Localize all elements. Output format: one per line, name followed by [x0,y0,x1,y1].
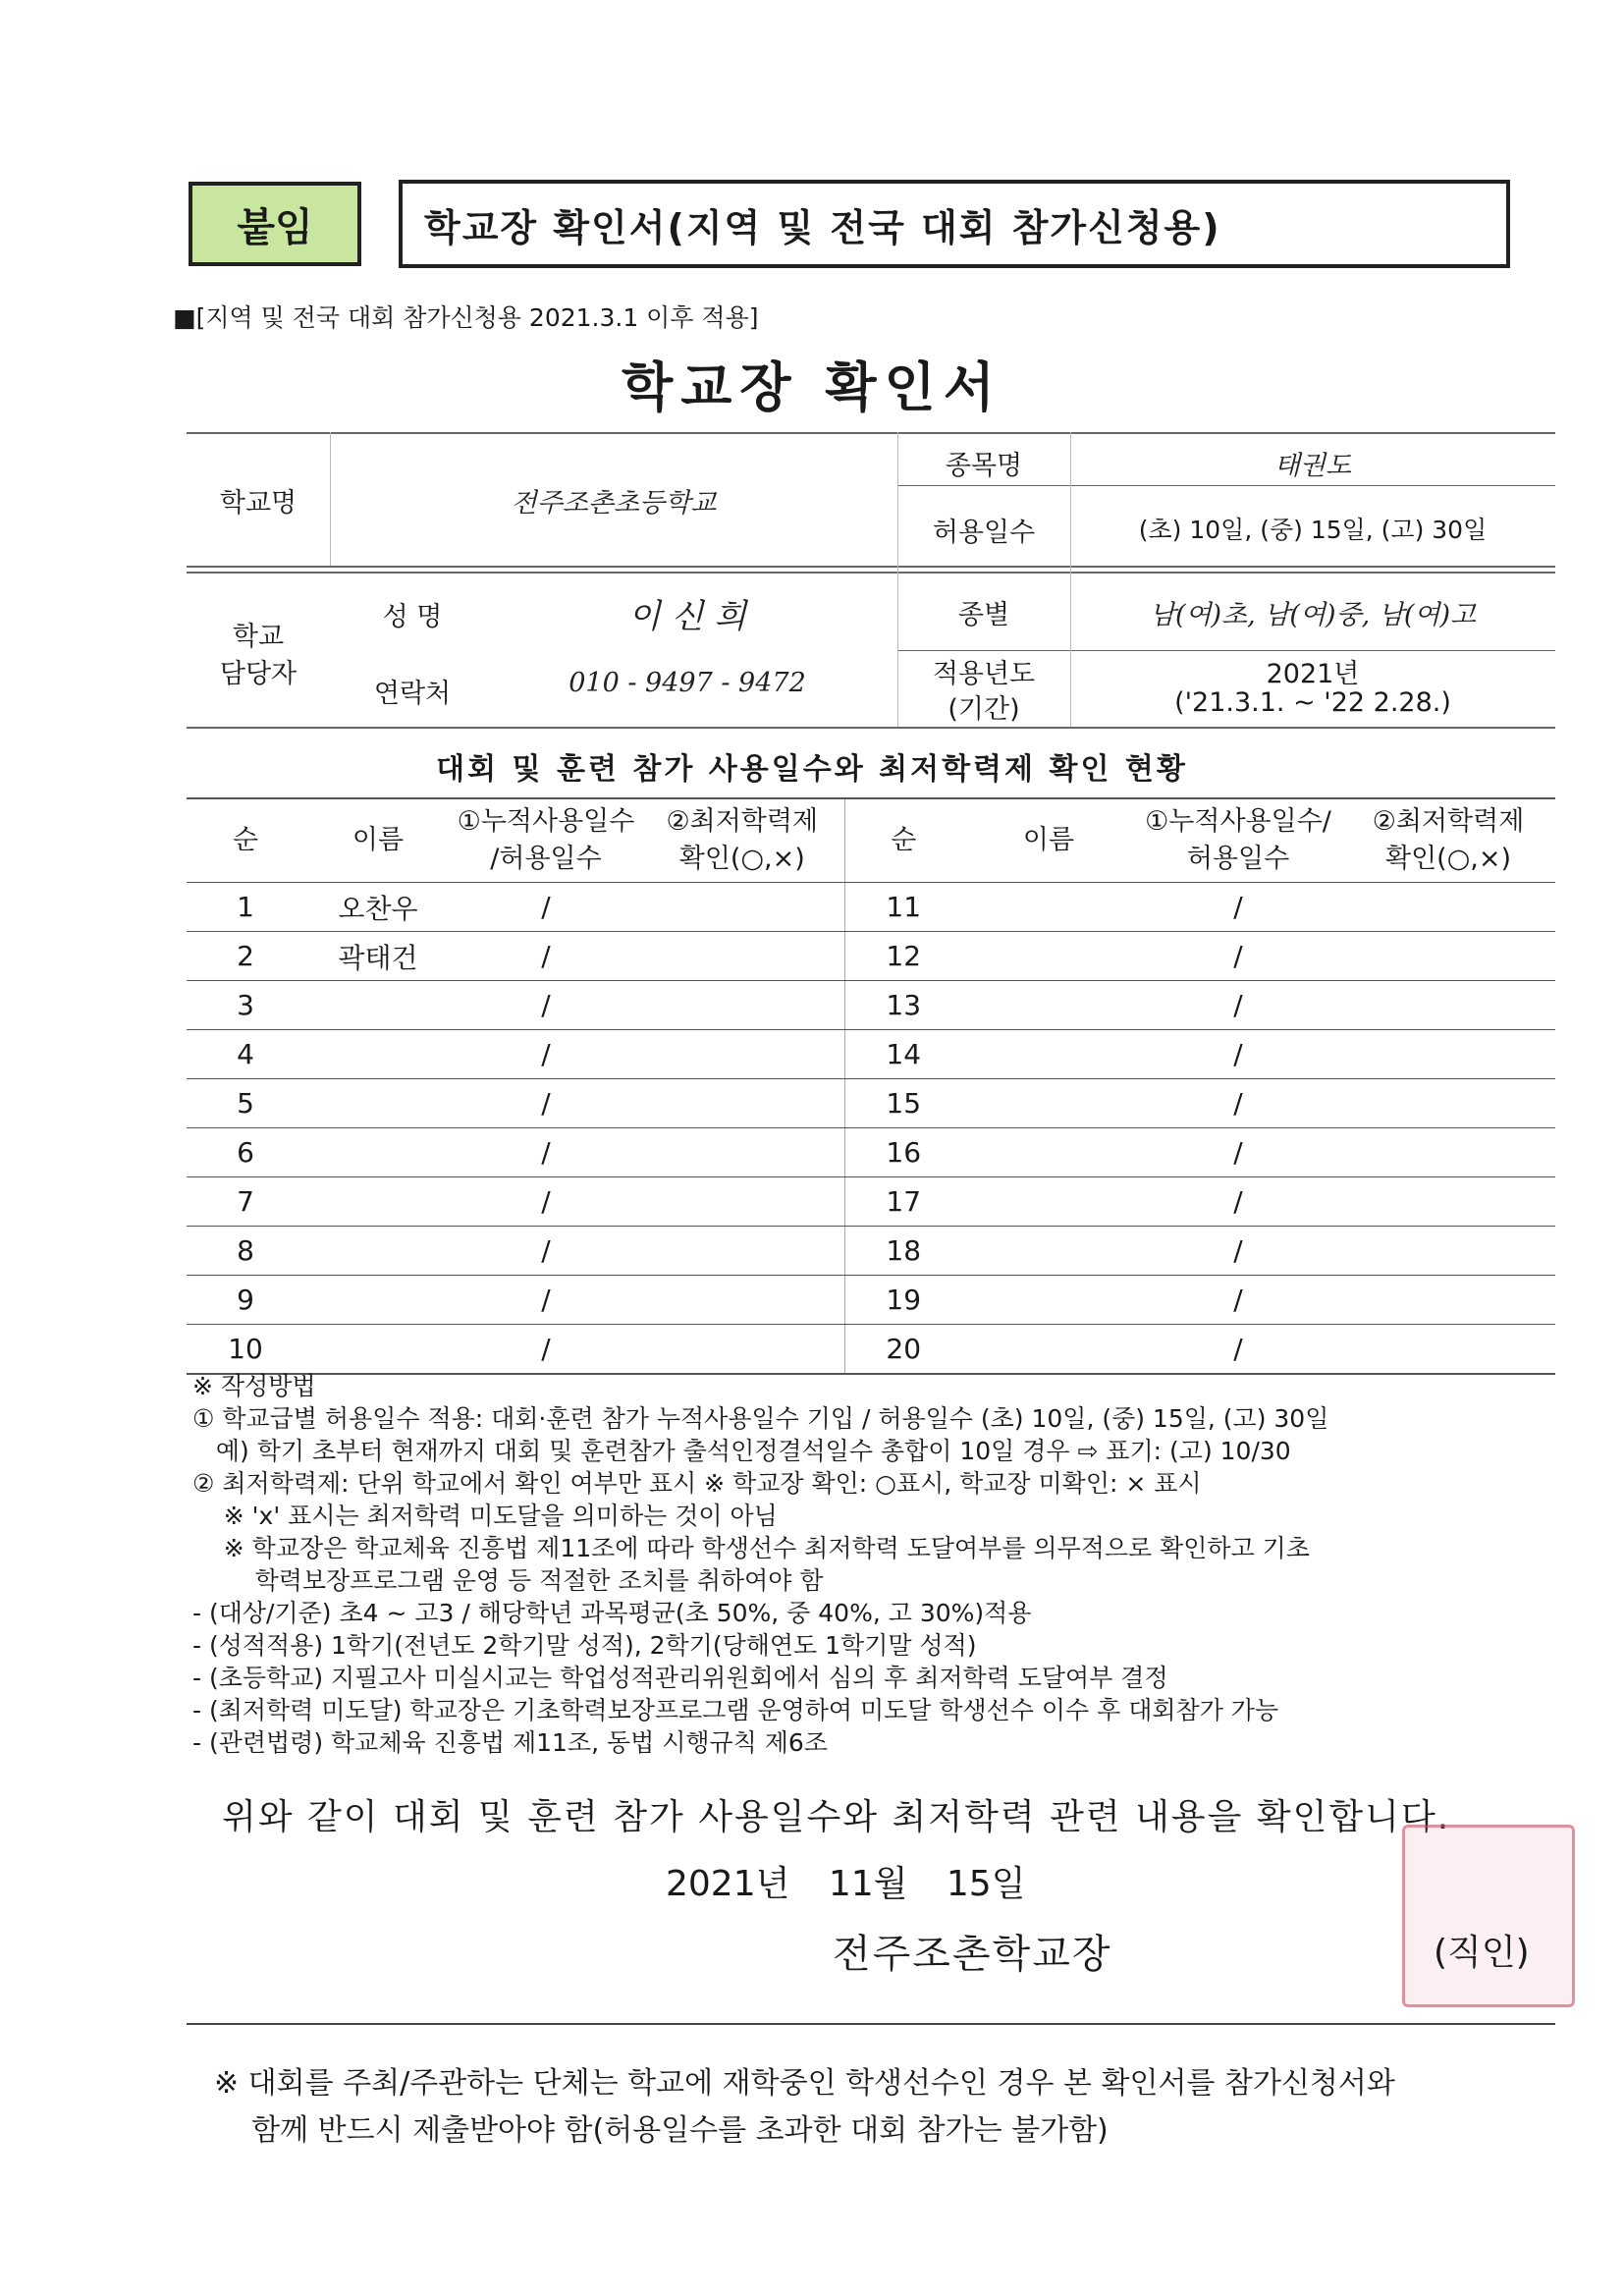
row-name-right [962,932,1135,981]
header-title: 학교장 확인서(지역 및 전국 대회 참가신청용) [399,180,1510,268]
school-name-value: 전주조촌초등학교 [511,488,717,519]
header-days: ①누적사용일수 /허용일수 [452,798,640,883]
row-days: / [452,883,640,932]
date-year: 2021년 [666,1864,790,1904]
row-days-right: / [1135,981,1341,1030]
row-name-right [962,1030,1135,1079]
allowed-days-label: 허용일수 [932,518,1036,548]
header-name-right: 이름 [962,798,1135,883]
table-row [187,1128,1555,1177]
note-line: ※ 'x' 표시는 최저학력 미도달을 의미하는 것이 아님 [192,1502,778,1530]
row-days: / [452,1030,640,1079]
row-days: / [452,1325,640,1375]
row-days-right: / [1135,1325,1341,1375]
row-grade-check [640,1030,844,1079]
row-name-right [962,981,1135,1030]
row-grade-check-right [1341,1128,1555,1177]
table-row [187,1030,1555,1079]
header-min-grade: ②최저학력제 확인(○,×) [640,798,844,883]
row-days-right: / [1135,1030,1341,1079]
row-name: 곽태건 [304,932,452,981]
row-days: / [452,981,640,1030]
row-name-right [962,1276,1135,1325]
row-grade-check-right [1341,932,1555,981]
row-no: 1 [187,883,304,932]
row-grade-check-right [1341,1325,1555,1375]
header-days-right: ①누적사용일수/ 허용일수 [1135,798,1341,883]
row-grade-check [640,932,844,981]
row-grade-check [640,1177,844,1227]
note-line: ※ 학교장은 학교체육 진흥법 제11조에 따라 학생선수 최저학력 도달여부를 의무적으로 확인하고 기초 [192,1534,1310,1562]
row-grade-check-right [1341,1030,1555,1079]
row-grade-check [640,981,844,1030]
row-name [304,981,452,1030]
row-no-right: 17 [844,1177,962,1227]
row-no-right: 12 [844,932,962,981]
row-name-right [962,1128,1135,1177]
row-grade-check [640,1276,844,1325]
row-days-right: / [1135,883,1341,932]
row-no-right: 13 [844,981,962,1030]
attachment-badge: 붙임 [189,182,361,266]
row-days: / [452,1227,640,1276]
row-days: / [452,1276,640,1325]
table-row [187,1227,1555,1276]
row-no-right: 15 [844,1079,962,1128]
row-no-right: 19 [844,1276,962,1325]
gender-label: 종별 [957,600,1010,630]
row-no: 10 [187,1325,304,1375]
school-name-label: 학교명 [219,488,298,519]
gender-value: 남(여)초, 남(여)중, 남(여)고 [1149,600,1477,630]
contact-value: 010 - 9497 - 9472 [568,668,806,698]
application-note: ■[지역 및 전국 대회 참가신청용 2021.3.1 이후 적용] [173,303,759,332]
row-name [304,1227,452,1276]
row-days-right: / [1135,932,1341,981]
sport-value: 태권도 [1273,451,1352,481]
row-no-right: 11 [844,883,962,932]
table-header-row [187,798,1555,883]
row-grade-check-right [1341,1177,1555,1227]
row-days-right: / [1135,1177,1341,1227]
row-days-right: / [1135,1227,1341,1276]
row-no-right: 16 [844,1128,962,1177]
row-days-right: / [1135,1276,1341,1325]
note-line: - (대상/기준) 초4 ~ 고3 / 해당학년 과목평균(초 50%, 중 40%, 고 30%)적용 [192,1599,1032,1627]
row-no: 2 [187,932,304,981]
row-name-right [962,883,1135,932]
year-value: 2021년 [1266,659,1360,689]
header-no: 순 [187,798,304,883]
seal-label: (직인) [1434,1933,1530,1973]
note-line: ※ 작성방법 [192,1372,316,1400]
row-name [304,1030,452,1079]
row-grade-check-right [1341,1276,1555,1325]
row-no-right: 14 [844,1030,962,1079]
row-days: / [452,1128,640,1177]
section-title: 대회 및 훈련 참가 사용일수와 최저학력제 확인 현황 [436,752,1188,787]
row-days-right: / [1135,1079,1341,1128]
confirmation-statement: 위와 같이 대회 및 훈련 참가 사용일수와 최저학력 관련 내용을 확인합니다. [222,1797,1451,1837]
row-name: 오찬우 [304,883,452,932]
row-no: 9 [187,1276,304,1325]
principal-name: 전주조촌학교장 [833,1932,1112,1977]
footer-line: ※ 대회를 주최/주관하는 단체는 학교에 재학중인 학생선수인 경우 본 확인서를 참가신청서와 [214,2066,1395,2101]
row-grade-check [640,1128,844,1177]
table-row [187,1325,1555,1375]
row-no: 8 [187,1227,304,1276]
manager-name-value: 이 신 희 [627,597,747,636]
row-name-right [962,1079,1135,1128]
table-row [187,1079,1555,1128]
table-row [187,883,1555,932]
date-day: 15일 [946,1864,1026,1904]
table-row [187,1276,1555,1325]
manager-label-line1: 학교 [232,622,285,652]
row-no: 3 [187,981,304,1030]
row-name [304,1128,452,1177]
row-grade-check-right [1341,1227,1555,1276]
row-no: 4 [187,1030,304,1079]
row-name [304,1276,452,1325]
row-grade-check [640,1079,844,1128]
document-title: 학교장 확인서 [622,356,1002,418]
table-row [187,1177,1555,1227]
year-label-line1: 적용년도 [932,659,1036,689]
manager-label-line2: 담당자 [219,659,298,689]
period-value: ('21.3.1. ~ '22 2.28.) [1174,687,1451,718]
note-line: - (최저학력 미도달) 학교장은 기초학력보장프로그램 운영하여 미도달 학생선수 이수 후 대회참가 가능 [192,1696,1279,1724]
row-days-right: / [1135,1128,1341,1177]
row-no: 7 [187,1177,304,1227]
footer-divider [187,2023,1555,2025]
header-name: 이름 [304,798,452,883]
date-month: 11월 [828,1864,908,1904]
table-row [187,981,1555,1030]
participation-table [187,797,1555,1375]
footer-note [214,2060,1549,2155]
note-line: - (관련법령) 학교체육 진흥법 제11조, 동법 시행규칙 제6조 [192,1728,828,1757]
row-grade-check [640,1227,844,1276]
sport-label: 종목명 [945,451,1023,481]
note-line: ① 학교급별 허용일수 적용: 대회·훈련 참가 누적사용일수 기입 / 허용일수 (초) 10일, (중) 15일, (고) 30일 [192,1404,1329,1433]
row-no-right: 18 [844,1227,962,1276]
row-days: / [452,932,640,981]
row-name-right [962,1177,1135,1227]
row-grade-check [640,1325,844,1375]
row-name [304,1079,452,1128]
note-line: - (성적적용) 1학기(전년도 2학기말 성적), 2학기(당해연도 1학기말 성적) [192,1631,977,1660]
row-no-right: 20 [844,1325,962,1375]
note-line: ② 최저학력제: 단위 학교에서 확인 여부만 표시 ※ 학교장 확인: ○표시, 학교장 미확인: × 표시 [192,1469,1202,1498]
contact-label: 연락처 [373,679,452,709]
year-label-line2: (기간) [947,694,1020,725]
row-name [304,1325,452,1375]
writing-instructions [192,1370,1567,1759]
row-no: 6 [187,1128,304,1177]
row-no: 5 [187,1079,304,1128]
signature-date [666,1856,1026,1906]
row-name-right [962,1325,1135,1375]
row-grade-check [640,883,844,932]
note-line: - (초등학교) 지필고사 미실시교는 학업성적관리위원회에서 심의 후 최저학력 도달여부 결정 [192,1664,1168,1692]
row-days: / [452,1177,640,1227]
note-line: 예) 학기 초부터 현재까지 대회 및 훈련참가 출석인정결석일수 총합이 10일 경우 ⇨ 표기: (고) 10/30 [192,1437,1291,1465]
row-grade-check-right [1341,981,1555,1030]
row-name-right [962,1227,1135,1276]
name-label: 성 명 [382,602,443,632]
table-row [187,932,1555,981]
official-seal-stamp [1402,1825,1575,2007]
note-line: 학력보장프로그램 운영 등 적절한 조치를 취하여야 함 [192,1566,824,1595]
footer-line: 함께 반드시 제출받아야 함(허용일수를 초과한 대회 참가는 불가함) [214,2113,1109,2148]
allowed-days-value: (초) 10일, (중) 15일, (고) 30일 [1138,516,1488,544]
header-min-grade-right: ②최저학력제 확인(○,×) [1341,798,1555,883]
row-name [304,1177,452,1227]
row-days: / [452,1079,640,1128]
row-grade-check-right [1341,883,1555,932]
row-grade-check-right [1341,1079,1555,1128]
header-no-right: 순 [844,798,962,883]
